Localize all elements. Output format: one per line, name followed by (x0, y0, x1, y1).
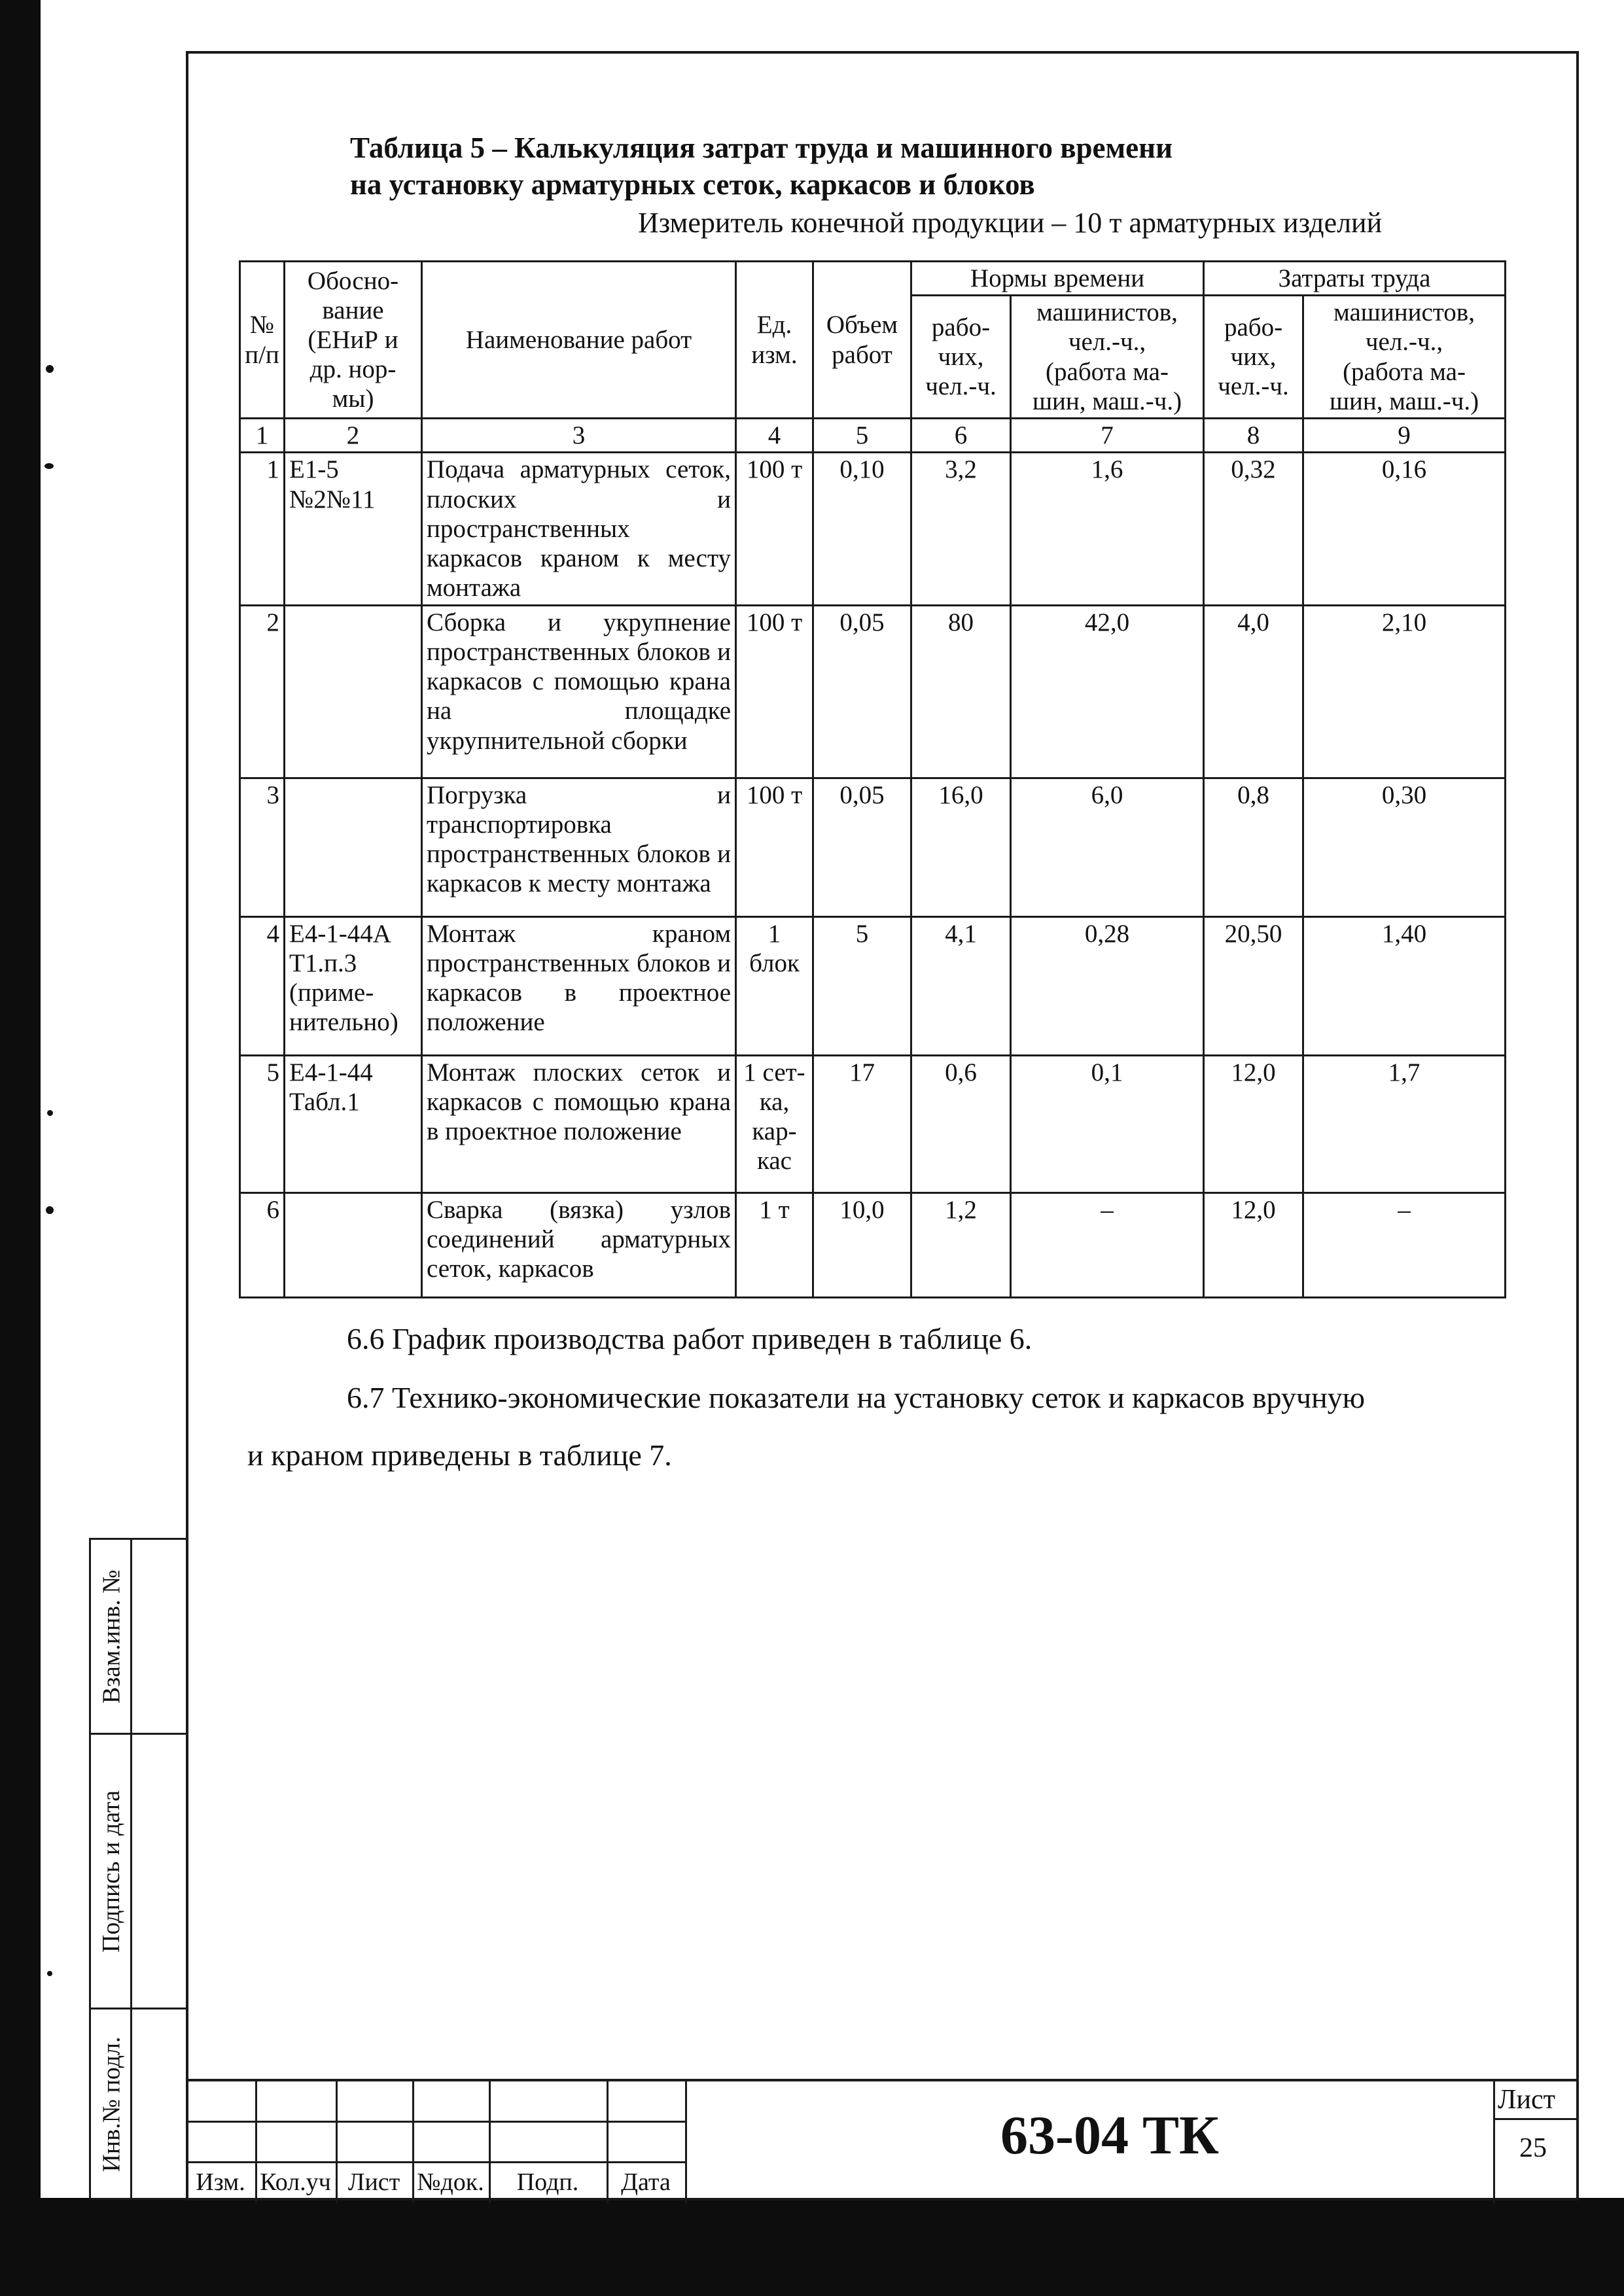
table-row (240, 1192, 1506, 1297)
title-block-stamp (186, 2079, 1579, 2200)
cell-labor-workers: 4,0 (1204, 605, 1303, 778)
cell-unit: 100 т (736, 778, 813, 916)
cell-norm-workers: 4,1 (911, 916, 1011, 1055)
cell-volume: 5 (813, 916, 911, 1055)
col-number: 9 (1303, 419, 1506, 453)
labor-calculation-table (239, 260, 1506, 1298)
col-number: 2 (285, 419, 422, 453)
scan-speck (44, 463, 54, 469)
scan-speck (47, 1971, 52, 1976)
cell-num: 5 (240, 1055, 285, 1192)
side-label-sign-date: Подпись и дата (97, 1790, 126, 1953)
table-title-line2: на установку арматурных сеток, каркасов и блоков (350, 168, 1035, 201)
cell-num: 4 (240, 916, 285, 1055)
cell-work-name: Погрузка и транспортировка пространственных блоков и каркасов к месту монтажа (422, 778, 736, 916)
table-row (240, 1055, 1506, 1192)
col-number: 6 (911, 419, 1011, 453)
table-title-line1: Таблица 5 – Калькуляция затрат труда и машинного времени (350, 131, 1173, 164)
cell-labor-workers: 12,0 (1204, 1192, 1303, 1297)
stamp-grid-line (1493, 2081, 1495, 2203)
scan-speck (46, 1206, 54, 1214)
stamp-grid-line (186, 2121, 685, 2123)
cell-norm-operators: – (1011, 1192, 1204, 1297)
stamp-grid-line (186, 2161, 685, 2163)
side-label-replaced-inv: Взам.инв. № (97, 1569, 126, 1703)
cell-unit: 100 т (736, 605, 813, 778)
stamp-label-signature: Подп. (516, 2168, 579, 2196)
cell-work-name: Сборка и укрупнение пространственных блоков и каркасов с помощью крана на площадке укрупнительной сборки (422, 605, 736, 778)
header-basis: Обосно- вание (ЕНиР и др. нор- мы) (285, 262, 422, 419)
cell-basis: Е1-5 №2№11 (285, 453, 422, 605)
cell-volume: 10,0 (813, 1192, 911, 1297)
side-label-inv-orig: Инв.№ подл. (97, 2036, 126, 2172)
stamp-label-change: Изм. (196, 2168, 245, 2196)
cell-basis: Е4-1-44 Табл.1 (285, 1055, 422, 1192)
cell-norm-workers: 3,2 (911, 453, 1011, 605)
cell-basis (285, 605, 422, 778)
cell-unit: 100 т (736, 453, 813, 605)
col-number: 3 (422, 419, 736, 453)
cell-norm-workers: 0,6 (911, 1055, 1011, 1192)
scan-speck (47, 1110, 53, 1116)
header-volume: Объем работ (813, 262, 911, 419)
cell-norm-workers: 16,0 (911, 778, 1011, 916)
cell-norm-operators: 6,0 (1011, 778, 1204, 916)
cell-labor-operators: 0,16 (1303, 453, 1506, 605)
side-strip (89, 1538, 188, 2200)
cell-basis (285, 778, 422, 916)
header-unit: Ед. изм. (736, 262, 813, 419)
cell-labor-operators: 1,7 (1303, 1055, 1506, 1192)
scan-edge-bottom (0, 2198, 1624, 2296)
header-labor-workers: рабо- чих, чел.-ч. (1204, 296, 1303, 419)
header-norm-operators: машинистов, чел.-ч., (работа ма- шин, маш.-ч.) (1011, 296, 1204, 419)
header-time-norms: Нормы времени (911, 262, 1204, 296)
table-row (240, 453, 1506, 605)
cell-num: 6 (240, 1192, 285, 1297)
cell-volume: 0,05 (813, 778, 911, 916)
cell-norm-operators: 1,6 (1011, 453, 1204, 605)
stamp-label-quantity: Кол.уч (260, 2168, 331, 2196)
cell-norm-operators: 0,1 (1011, 1055, 1204, 1192)
cell-norm-workers: 1,2 (911, 1192, 1011, 1297)
stamp-label-date: Дата (621, 2168, 671, 2196)
table-row (240, 778, 1506, 916)
col-number: 8 (1204, 419, 1303, 453)
scan-speck (46, 365, 54, 373)
paragraph-6-7-line2: и краном приведены в таблице 7. (247, 1438, 672, 1472)
col-number: 7 (1011, 419, 1204, 453)
cell-labor-workers: 12,0 (1204, 1055, 1303, 1192)
column-number-row (240, 419, 1506, 453)
cell-work-name: Монтаж плоских сеток и каркасов с помощью крана в проектное положение (422, 1055, 736, 1192)
sheet-caption: Лист (1498, 2085, 1555, 2115)
cell-work-name: Сварка (вязка) узлов соединений арматурных сеток, каркасов (422, 1192, 736, 1297)
cell-labor-workers: 20,50 (1204, 916, 1303, 1055)
header-row (240, 262, 1506, 296)
paragraph-6-6: 6.6 График производства работ приведен в таблице 6. (347, 1322, 1033, 1355)
cell-labor-operators: – (1303, 1192, 1506, 1297)
measurement-unit-caption: Измеритель конечной продукции – 10 т арматурных изделий (638, 207, 1383, 239)
document-code: 63-04 ТК (1000, 2105, 1219, 2166)
stamp-grid-line (1493, 2118, 1579, 2120)
cell-unit: 1 т (736, 1192, 813, 1297)
stamp-label-sheet: Лист (347, 2168, 400, 2196)
cell-basis: Е4-1-44А Т1.п.3 (приме- нительно) (285, 916, 422, 1055)
cell-volume: 0,05 (813, 605, 911, 778)
sheet-number: 25 (1519, 2133, 1547, 2163)
header-work-name: Наименование работ (422, 262, 736, 419)
cell-basis (285, 1192, 422, 1297)
cell-labor-workers: 0,32 (1204, 453, 1303, 605)
col-number: 5 (813, 419, 911, 453)
cell-num: 2 (240, 605, 285, 778)
stamp-grid-line (685, 2081, 687, 2203)
stamp-label-doc-number: №док. (417, 2168, 484, 2196)
cell-norm-operators: 0,28 (1011, 916, 1204, 1055)
table-row (240, 916, 1506, 1055)
cell-norm-operators: 42,0 (1011, 605, 1204, 778)
header-labor-costs: Затраты труда (1204, 262, 1506, 296)
header-norm-workers: рабо- чих, чел.-ч. (911, 296, 1011, 419)
cell-labor-operators: 2,10 (1303, 605, 1506, 778)
cell-num: 1 (240, 453, 285, 605)
cell-volume: 0,10 (813, 453, 911, 605)
col-number: 4 (736, 419, 813, 453)
cell-labor-operators: 0,30 (1303, 778, 1506, 916)
table-row (240, 605, 1506, 778)
side-strip-divider (130, 1540, 132, 2198)
cell-norm-workers: 80 (911, 605, 1011, 778)
scan-edge-left (0, 0, 41, 2296)
header-num: № п/п (240, 262, 285, 419)
header-labor-operators: машинистов, чел.-ч., (работа ма- шин, маш.-ч.) (1303, 296, 1506, 419)
cell-unit: 1 сет- ка, кар- кас (736, 1055, 813, 1192)
paragraph-6-7-line1: 6.7 Технико-экономические показатели на установку сеток и каркасов вручную (347, 1381, 1366, 1414)
cell-work-name: Подача арматурных сеток, плоских и пространственных каркасов краном к месту монтажа (422, 453, 736, 605)
cell-volume: 17 (813, 1055, 911, 1192)
cell-labor-workers: 0,8 (1204, 778, 1303, 916)
cell-labor-operators: 1,40 (1303, 916, 1506, 1055)
cell-work-name: Монтаж краном пространственных блоков и каркасов в проектное положение (422, 916, 736, 1055)
col-number: 1 (240, 419, 285, 453)
cell-unit: 1 блок (736, 916, 813, 1055)
cell-num: 3 (240, 778, 285, 916)
